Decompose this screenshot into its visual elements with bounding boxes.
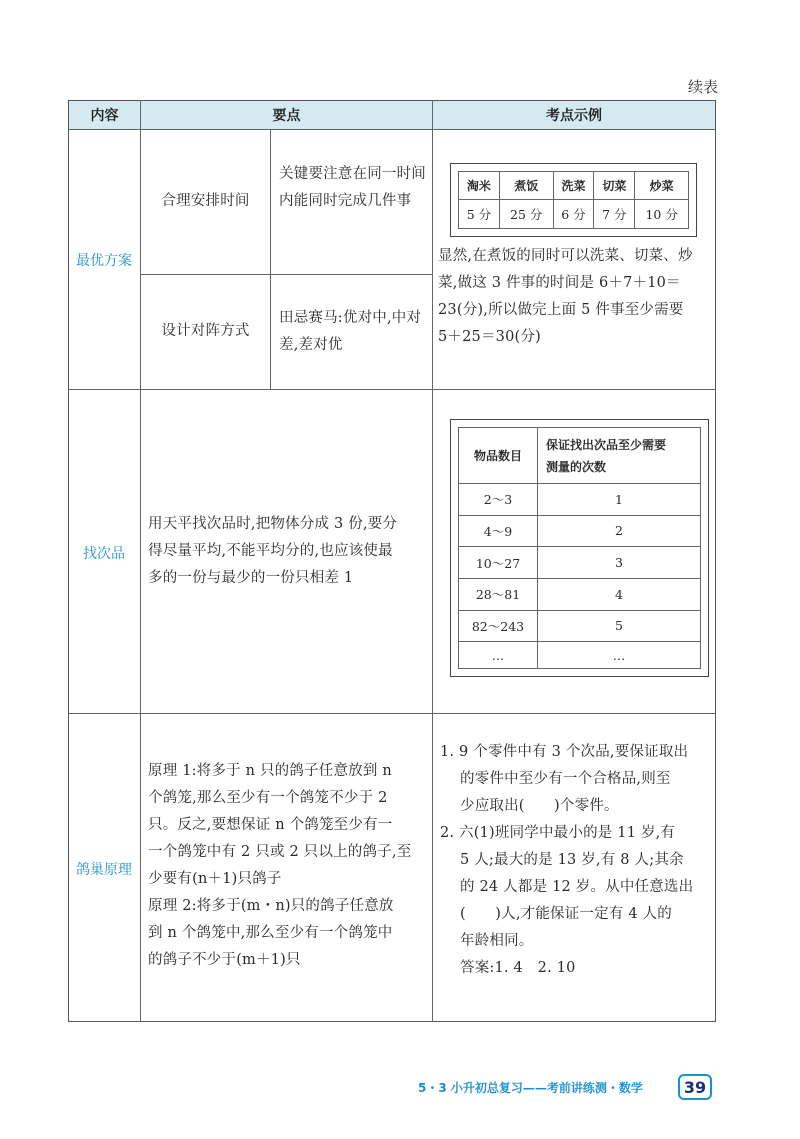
- header-points: 要点: [141, 101, 432, 129]
- question-line: 2. 六(1)班同学中最小的是 11 岁,有: [440, 825, 676, 841]
- question-line: ( )人,才能保证一定有 4 人的: [460, 906, 672, 922]
- header-examples: 考点示例: [433, 101, 715, 129]
- answer-line: 答案:1. 4 2. 10: [460, 960, 576, 976]
- task-name: 炒菜: [635, 172, 689, 200]
- pigeonhole-principles: [148, 758, 433, 974]
- task-name: 煮饭: [499, 172, 553, 200]
- rule: [68, 129, 716, 130]
- row-times: 2: [538, 515, 701, 547]
- col-header-count: 物品数目: [459, 428, 538, 484]
- principle-line: 个鸽笼,那么至少有一个鸽笼不少于 2: [148, 790, 388, 806]
- example-line: 23(分),所以做完上面 5 件事至少需要: [438, 302, 684, 318]
- rule: [140, 100, 141, 1022]
- optimal-plan-example: [438, 243, 713, 351]
- category-find-defective: 找次品: [83, 546, 125, 562]
- question-line: 1. 9 个零件中有 3 个次品,要保证取出: [440, 744, 689, 760]
- task-time: 7 分: [594, 199, 635, 228]
- sub-label-schedule: 合理安排时间: [161, 193, 250, 209]
- row-count: 82～243: [459, 610, 538, 642]
- rule: [140, 274, 433, 275]
- category-pigeonhole: 鸽巢原理: [76, 862, 132, 878]
- pigeonhole-questions: [440, 739, 715, 982]
- principle-line: 只。反之,要想保证 n 个鸽笼至少有一: [148, 817, 393, 833]
- question-line: 5 人;最大的是 13 岁,有 8 人;其余: [460, 852, 684, 868]
- sub-label-matchup: 设计对阵方式: [161, 323, 250, 339]
- task-time: 25 分: [499, 199, 553, 228]
- text-line: 多的一份与最少的一份只相差 1: [148, 570, 354, 586]
- row-times: 1: [538, 484, 701, 516]
- row-count: 28～81: [459, 578, 538, 610]
- principle-line: 到 n 个鸽笼中,那么至少有一个鸽笼中: [148, 925, 393, 941]
- weighing-count-table: [450, 419, 709, 677]
- example-line: 菜,做这 3 件事的时间是 6＋7＋10＝: [438, 275, 681, 291]
- principle-line: 的鸽子不少于(m＋1)只: [148, 952, 301, 968]
- continued-label: 续表: [687, 78, 718, 96]
- col-header-times: 保证找出次品至少需要 测量的次数: [538, 428, 701, 484]
- row-count: 10～27: [459, 547, 538, 579]
- row-count: …: [459, 642, 538, 669]
- find-defective-text: [148, 511, 433, 592]
- task-name: 洗菜: [553, 172, 594, 200]
- book-title-footer: 5・3 小升初总复习——考前讲练测・数学: [418, 1081, 643, 1095]
- row-times: 4: [538, 578, 701, 610]
- example-line: 显然,在煮饭的同时可以洗菜、切菜、炒: [438, 248, 693, 264]
- task-name: 淘米: [459, 172, 500, 200]
- row-count: 4～9: [459, 515, 538, 547]
- row-times: 5: [538, 610, 701, 642]
- task-name: 切菜: [594, 172, 635, 200]
- principle-line: 少要有(n＋1)只鸽子: [148, 871, 282, 887]
- sub-text-schedule: 关键要注意在同一时间内能同时完成几件事: [279, 166, 426, 209]
- task-time: 5 分: [459, 199, 500, 228]
- question-line: 年龄相同。: [460, 933, 534, 949]
- header-content: 内容: [69, 101, 140, 129]
- principle-line: 原理 2:将多于(m・n)只的鸽子任意放: [148, 898, 394, 914]
- sub-text-matchup: 田忌赛马:优对中,中对差,差对优: [279, 310, 422, 353]
- text-line: 得尽量平均,不能平均分的,也应该使最: [148, 543, 393, 559]
- principle-line: 一个鸽笼中有 2 只或 2 只以上的鸽子,至: [148, 844, 412, 860]
- rule: [68, 713, 716, 714]
- rule: [270, 129, 271, 389]
- row-count: 2～3: [459, 484, 538, 516]
- category-optimal-plan: 最优方案: [76, 253, 132, 269]
- task-time: 6 分: [553, 199, 594, 228]
- question-line: 的零件中至少有一个合格品,则至: [460, 771, 671, 787]
- row-times: 3: [538, 547, 701, 579]
- cooking-time-table: [450, 163, 697, 237]
- question-line: 的 24 人都是 12 岁。从中任意选出: [460, 879, 694, 895]
- row-times: …: [538, 642, 701, 669]
- example-line: 5＋25＝30(分): [438, 329, 541, 345]
- text-line: 用天平找次品时,把物体分成 3 份,要分: [148, 516, 398, 532]
- rule: [68, 389, 716, 390]
- principle-line: 原理 1:将多于 n 只的鸽子任意放到 n: [148, 763, 392, 779]
- page-number: 39: [678, 1074, 712, 1100]
- task-time: 10 分: [635, 199, 689, 228]
- question-line: 少应取出( )个零件。: [460, 798, 619, 814]
